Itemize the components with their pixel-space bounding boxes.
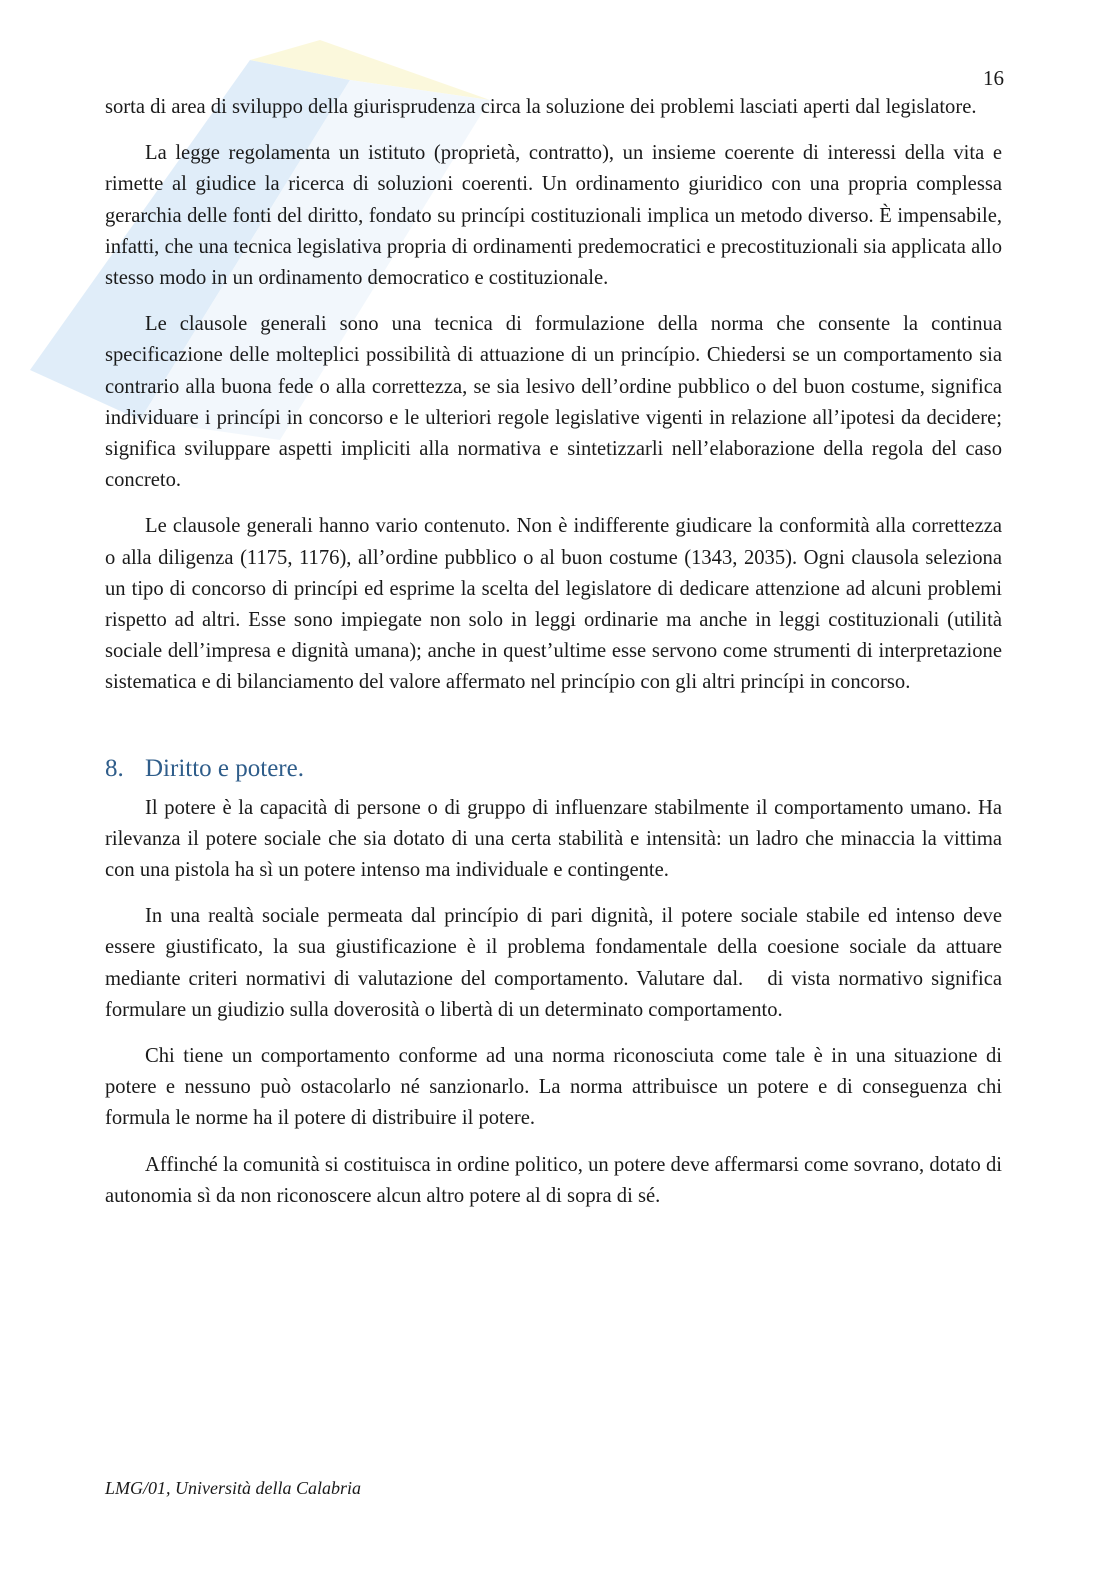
paragraph: sorta di area di sviluppo della giurisprudenza circa la soluzione dei problemi lasciati aperti dal legislatore. [105,96,977,118]
page-footer: LMG/01, Università della Calabria [105,1478,361,1498]
section-number: 8. [105,754,124,782]
paragraph: Il potere è la capacità di persone o di gruppo di influenzare stabilmente il comportamento umano. Ha rilevanza il potere sociale che sia dotato di una certa stabilità e intensità: un ladro che minaccia la vittima con una pistola ha sì un potere intenso ma individuale e contingente. [105,796,1002,882]
paragraph: Affinché la comunità si costituisca in ordine politico, un potere deve affermarsi come sovrano, dotato di autonomia sì da non riconoscere alcun altro potere al di sopra di sé. [105,1153,1002,1207]
page-number: 16 [983,66,1004,90]
document-body [105,92,1008,1227]
section-title: Diritto e potere. [145,754,304,782]
paragraph: Chi tiene un comportamento conforme ad una norma riconosciuta come tale è in una situazione di potere e nessuno può ostacolarlo né sanzionarlo. La norma attribuisce un potere e di conseguenza chi formula le norme ha il potere di distribuire il potere. [105,1045,1002,1130]
paragraph: Le clausole generali sono una tecnica di formulazione della norma che consente la continua specificazione delle molteplici possibilità di attuazione di un princípio. Chiedersi se un comportamento sia contrario alla buona fede o alla correttezza, se sia lesivo dell’ordine pubblico o del buon costume, significa individuare i princípi in concorso e le ulteriori regole legislative vigenti in relazione all’ipotesi da decidere; significa sviluppare aspetti impliciti alla normativa e sintetizzarli nell’elaborazione della regola del caso concreto. [105,313,1002,492]
paragraph: Le clausole generali hanno vario contenuto. Non è indifferente giudicare la conformità alla correttezza o alla diligenza (1175, 1176), all’ordine pubblico o al buon costume (1343, 2035). Ogni clausola seleziona un tipo di concorso di princípi ed esprime la scelta del legislatore di dedicare attenzione ad alcuni problemi rispetto ad altri. Esse sono impiegate non solo in leggi ordinarie ma anche in leggi costituzionali (utilità sociale dell’impresa e dignità umana); anche in quest’ultime esse servono come strumenti di interpretazione sistematica e di bilanciamento del valore affermato nel princípio con gli altri princípi in concorso. [105,515,1002,694]
paragraph: In una realtà sociale permeata dal princípio di pari dignità, il potere sociale stabile ed intenso deve essere giustificato, la sua giustificazione è il problema fondamentale della coesione sociale da attuare mediante criteri normativi di valutazione del comportamento. Valutare dal. di vista normativo significa formulare un giudizio sulla doverosità o libertà di un determinato comportamento. [105,905,1008,1021]
paragraph: La legge regolamenta un istituto (proprietà, contratto), un insieme coerente di interessi della vita e rimette al giudice la ricerca di soluzioni coerenti. Un ordinamento giuridico con una propria complessa gerarchia delle fonti del diritto, fondato su princípi costituzionali implica un metodo diverso. È impensabile, infatti, che una tecnica legislativa propria di ordinamenti predemocratici e precostituzionali sia applicata allo stesso modo in un ordinamento democratico e costituzionale. [105,142,1002,290]
section-heading [105,753,1002,785]
